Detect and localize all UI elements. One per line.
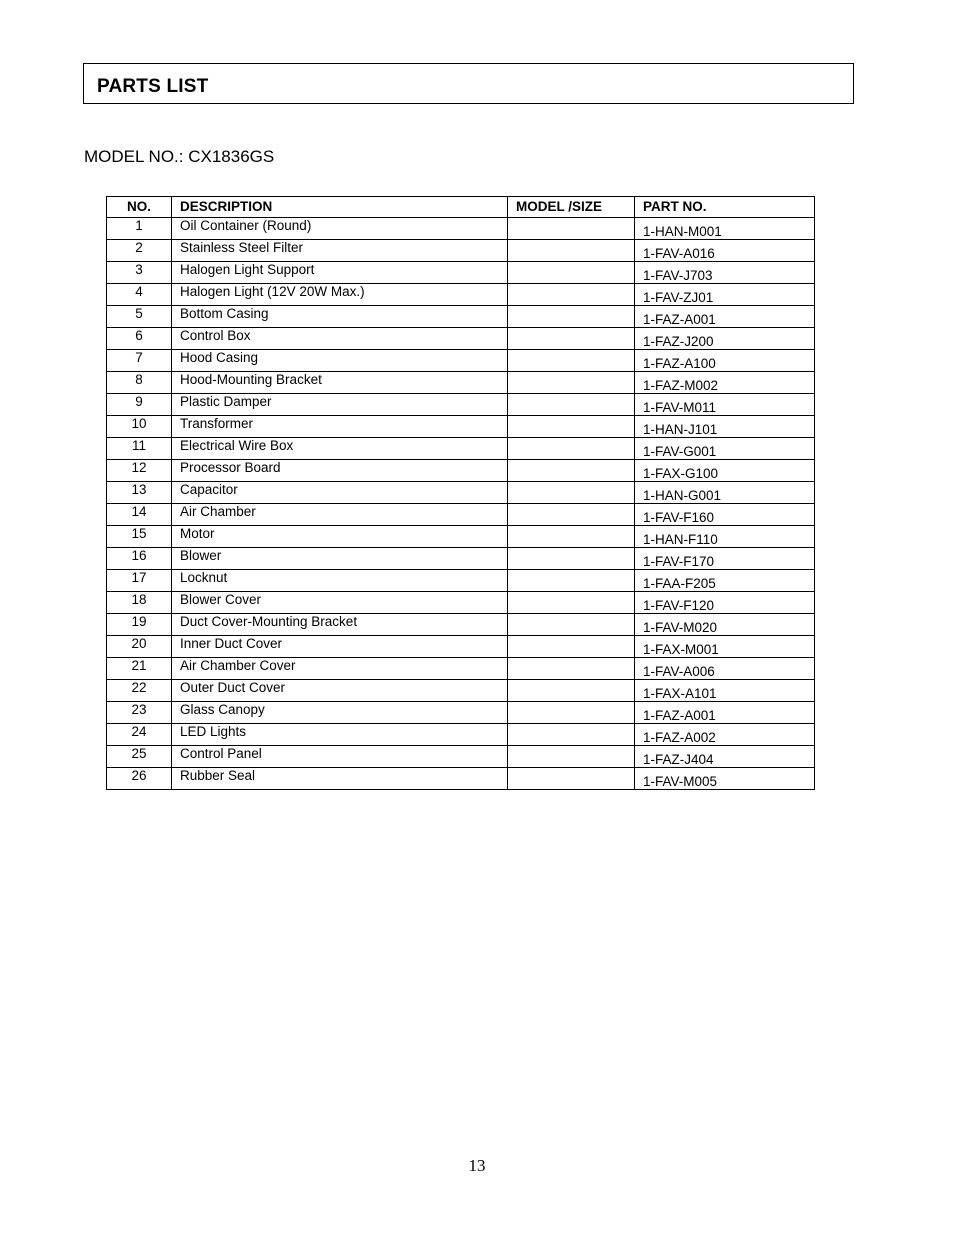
cell-description: Blower (172, 548, 508, 570)
cell-part-no: 1-FAZ-A100 (635, 350, 815, 372)
parts-table-body (107, 218, 815, 790)
cell-model-size (508, 416, 635, 438)
table-row (107, 350, 815, 372)
table-row (107, 284, 815, 306)
cell-part-no: 1-FAV-M011 (635, 394, 815, 416)
cell-part-no: 1-FAZ-M002 (635, 372, 815, 394)
table-header-row (107, 197, 815, 218)
cell-part-no: 1-FAV-M005 (635, 768, 815, 790)
cell-part-no: 1-FAZ-J200 (635, 328, 815, 350)
cell-part-no: 1-FAA-F205 (635, 570, 815, 592)
cell-no: 25 (107, 746, 172, 768)
column-header-no: NO. (107, 197, 172, 218)
cell-part-no: 1-FAV-A016 (635, 240, 815, 262)
cell-part-no: 1-FAZ-A001 (635, 702, 815, 724)
cell-part-no: 1-HAN-M001 (635, 218, 815, 240)
cell-model-size (508, 306, 635, 328)
column-header-description: DESCRIPTION (172, 197, 508, 218)
table-row (107, 724, 815, 746)
cell-part-no: 1-FAV-M020 (635, 614, 815, 636)
cell-no: 4 (107, 284, 172, 306)
table-row (107, 328, 815, 350)
cell-no: 6 (107, 328, 172, 350)
cell-description: Motor (172, 526, 508, 548)
cell-no: 24 (107, 724, 172, 746)
cell-part-no: 1-FAV-F160 (635, 504, 815, 526)
cell-no: 9 (107, 394, 172, 416)
cell-no: 23 (107, 702, 172, 724)
cell-model-size (508, 570, 635, 592)
cell-description: Inner Duct Cover (172, 636, 508, 658)
cell-description: Halogen Light (12V 20W Max.) (172, 284, 508, 306)
table-row (107, 460, 815, 482)
cell-description: Air Chamber (172, 504, 508, 526)
cell-description: Halogen Light Support (172, 262, 508, 284)
cell-no: 5 (107, 306, 172, 328)
cell-description: Outer Duct Cover (172, 680, 508, 702)
cell-model-size (508, 284, 635, 306)
cell-no: 13 (107, 482, 172, 504)
cell-model-size (508, 504, 635, 526)
table-row (107, 614, 815, 636)
cell-description: Rubber Seal (172, 768, 508, 790)
table-row (107, 218, 815, 240)
cell-part-no: 1-FAX-M001 (635, 636, 815, 658)
cell-description: Transformer (172, 416, 508, 438)
cell-part-no: 1-FAV-J703 (635, 262, 815, 284)
cell-description: Processor Board (172, 460, 508, 482)
cell-part-no: 1-FAZ-A002 (635, 724, 815, 746)
cell-model-size (508, 526, 635, 548)
cell-no: 12 (107, 460, 172, 482)
cell-model-size (508, 262, 635, 284)
cell-description: Air Chamber Cover (172, 658, 508, 680)
cell-no: 22 (107, 680, 172, 702)
cell-part-no: 1-FAX-G100 (635, 460, 815, 482)
cell-no: 19 (107, 614, 172, 636)
cell-no: 26 (107, 768, 172, 790)
table-row (107, 768, 815, 790)
cell-model-size (508, 592, 635, 614)
parts-list-header (83, 63, 854, 104)
table-row (107, 416, 815, 438)
cell-no: 17 (107, 570, 172, 592)
cell-description: Blower Cover (172, 592, 508, 614)
cell-model-size (508, 658, 635, 680)
cell-no: 2 (107, 240, 172, 262)
cell-no: 8 (107, 372, 172, 394)
cell-model-size (508, 680, 635, 702)
cell-model-size (508, 218, 635, 240)
parts-table (106, 196, 815, 790)
cell-no: 20 (107, 636, 172, 658)
table-row (107, 702, 815, 724)
cell-part-no: 1-FAV-ZJ01 (635, 284, 815, 306)
cell-part-no: 1-FAV-A006 (635, 658, 815, 680)
cell-model-size (508, 614, 635, 636)
table-row (107, 482, 815, 504)
model-number: MODEL NO.: CX1836GS (84, 147, 275, 166)
cell-no: 11 (107, 438, 172, 460)
cell-description: Capacitor (172, 482, 508, 504)
cell-part-no: 1-FAV-F170 (635, 548, 815, 570)
cell-part-no: 1-FAX-A101 (635, 680, 815, 702)
cell-part-no: 1-FAV-F120 (635, 592, 815, 614)
cell-description: Hood Casing (172, 350, 508, 372)
table-row (107, 262, 815, 284)
cell-model-size (508, 768, 635, 790)
cell-model-size (508, 372, 635, 394)
cell-description: Oil Container (Round) (172, 218, 508, 240)
cell-model-size (508, 328, 635, 350)
cell-part-no: 1-HAN-F110 (635, 526, 815, 548)
table-row (107, 636, 815, 658)
cell-no: 7 (107, 350, 172, 372)
cell-model-size (508, 482, 635, 504)
cell-model-size (508, 636, 635, 658)
cell-description: Electrical Wire Box (172, 438, 508, 460)
column-header-part-no: PART NO. (635, 197, 815, 218)
table-row (107, 240, 815, 262)
cell-description: Glass Canopy (172, 702, 508, 724)
cell-model-size (508, 438, 635, 460)
column-header-model-size: MODEL /SIZE (508, 197, 635, 218)
table-row (107, 438, 815, 460)
table-row (107, 680, 815, 702)
cell-part-no: 1-HAN-J101 (635, 416, 815, 438)
page-number: 13 (468, 1156, 486, 1175)
cell-no: 10 (107, 416, 172, 438)
cell-no: 3 (107, 262, 172, 284)
cell-no: 1 (107, 218, 172, 240)
cell-part-no: 1-FAV-G001 (635, 438, 815, 460)
cell-model-size (508, 724, 635, 746)
cell-description: Locknut (172, 570, 508, 592)
cell-part-no: 1-FAZ-J404 (635, 746, 815, 768)
cell-model-size (508, 702, 635, 724)
cell-model-size (508, 240, 635, 262)
table-row (107, 504, 815, 526)
table-row (107, 526, 815, 548)
cell-description: Control Box (172, 328, 508, 350)
cell-part-no: 1-FAZ-A001 (635, 306, 815, 328)
cell-description: Control Panel (172, 746, 508, 768)
cell-no: 15 (107, 526, 172, 548)
cell-model-size (508, 548, 635, 570)
cell-description: Bottom Casing (172, 306, 508, 328)
table-row (107, 570, 815, 592)
table-row (107, 592, 815, 614)
cell-model-size (508, 350, 635, 372)
cell-description: Plastic Damper (172, 394, 508, 416)
page-title: PARTS LIST (97, 76, 209, 97)
cell-description: Duct Cover-Mounting Bracket (172, 614, 508, 636)
cell-part-no: 1-HAN-G001 (635, 482, 815, 504)
cell-description: Stainless Steel Filter (172, 240, 508, 262)
cell-description: Hood-Mounting Bracket (172, 372, 508, 394)
cell-no: 14 (107, 504, 172, 526)
cell-description: LED Lights (172, 724, 508, 746)
cell-model-size (508, 460, 635, 482)
table-row (107, 372, 815, 394)
cell-model-size (508, 394, 635, 416)
cell-no: 18 (107, 592, 172, 614)
table-row (107, 394, 815, 416)
cell-no: 21 (107, 658, 172, 680)
table-row (107, 658, 815, 680)
table-row (107, 306, 815, 328)
cell-no: 16 (107, 548, 172, 570)
table-row (107, 746, 815, 768)
table-row (107, 548, 815, 570)
cell-model-size (508, 746, 635, 768)
